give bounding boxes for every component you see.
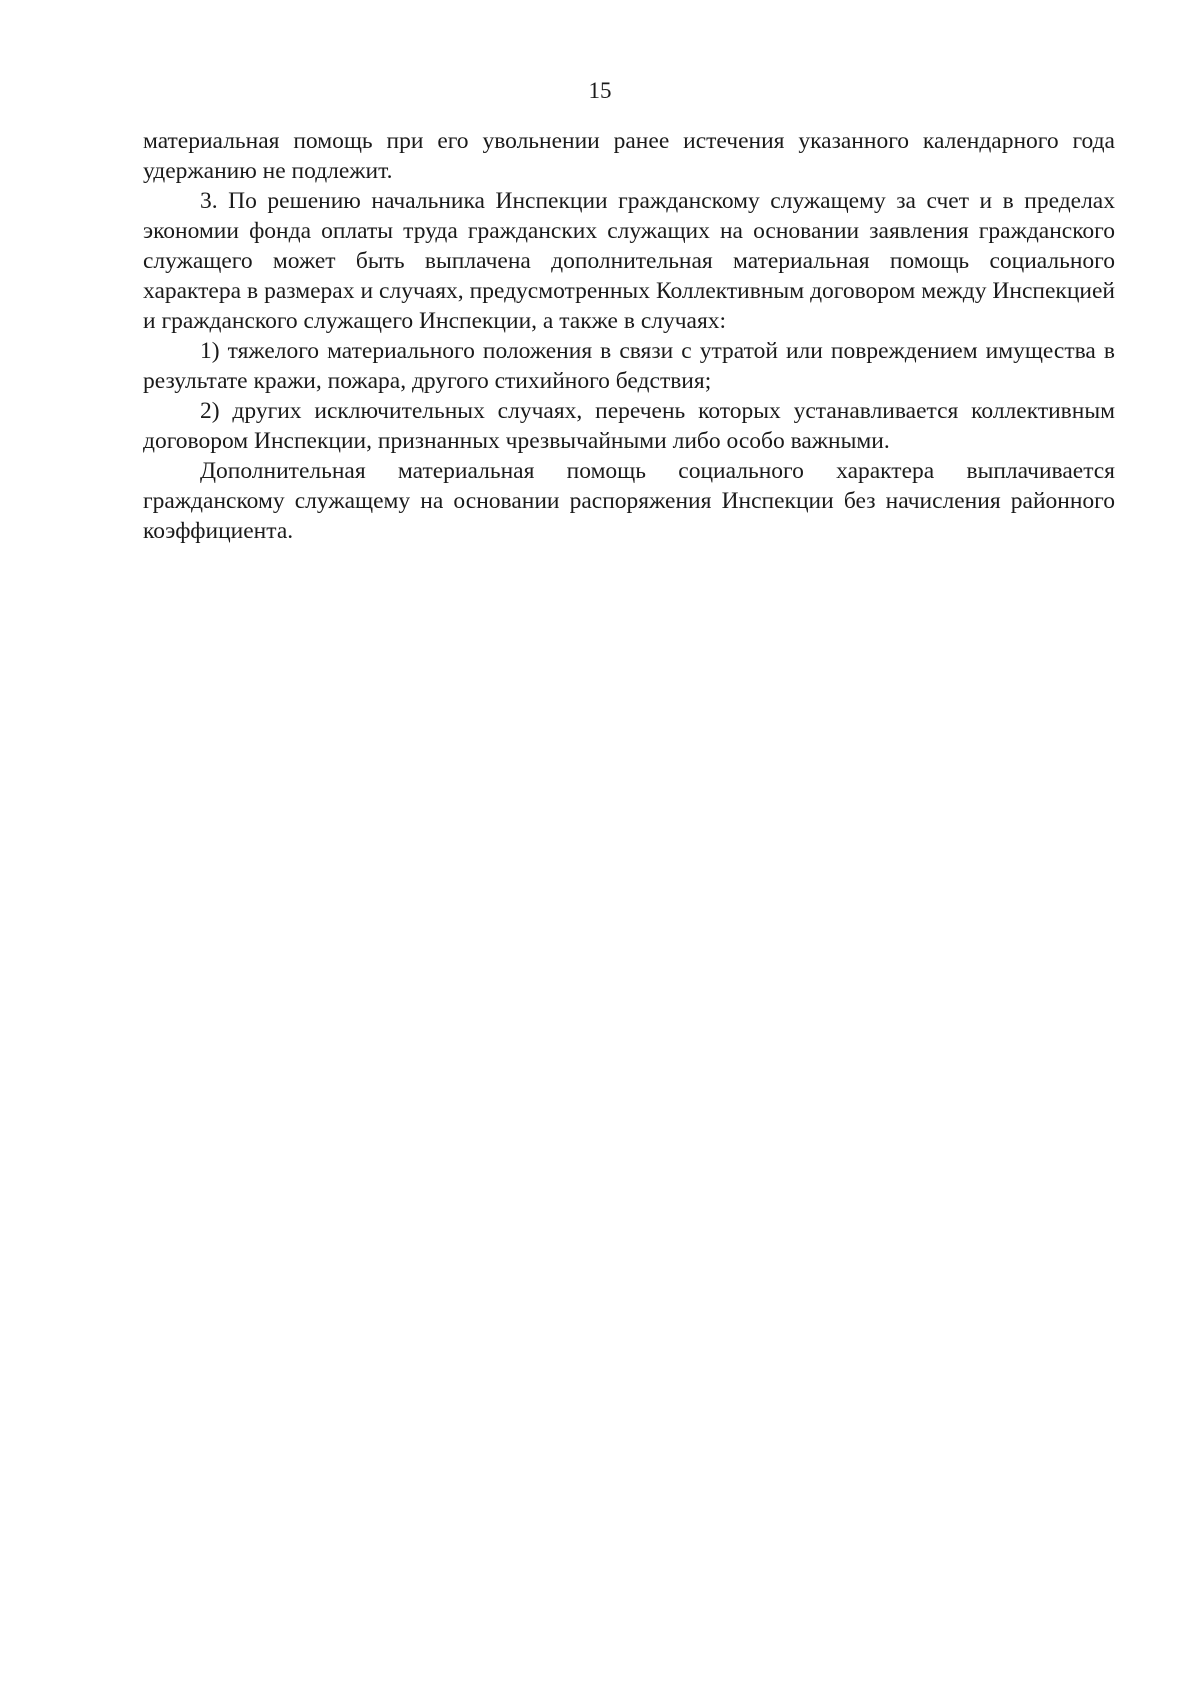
paragraph-continuation: материальная помощь при его увольнении ранее истечения указанного календарного года удержанию не подлежит. [143, 128, 1115, 184]
paragraph-subitem-2: 2) других исключительных случаях, перечень которых устанавливается коллективным договором Инспекции, признанных чрезвычайными либо особо важными. [143, 398, 1115, 454]
paragraph-item-3: 3. По решению начальника Инспекции гражданскому служащему за счет и в пределах экономии фонда оплаты труда гражданских служащих на основании заявления гражданского служащего может быть выплачена дополнительная материальная помощь социального характера в размерах и случаях, предусмотренных Коллективным договором между Инспекцией и гражданского служащего Инспекции, а также в случаях: [143, 188, 1115, 334]
page-number: 15 [588, 78, 612, 103]
paragraph-subitem-1: 1) тяжелого материального положения в связи с утратой или повреждением имущества в результате кражи, пожара, другого стихийного бедствия; [143, 338, 1115, 394]
document-body [143, 126, 1115, 546]
paragraph-closing: Дополнительная материальная помощь социального характера выплачивается гражданскому служащему на основании распоряжения Инспекции без начисления районного коэффициента. [143, 458, 1115, 544]
